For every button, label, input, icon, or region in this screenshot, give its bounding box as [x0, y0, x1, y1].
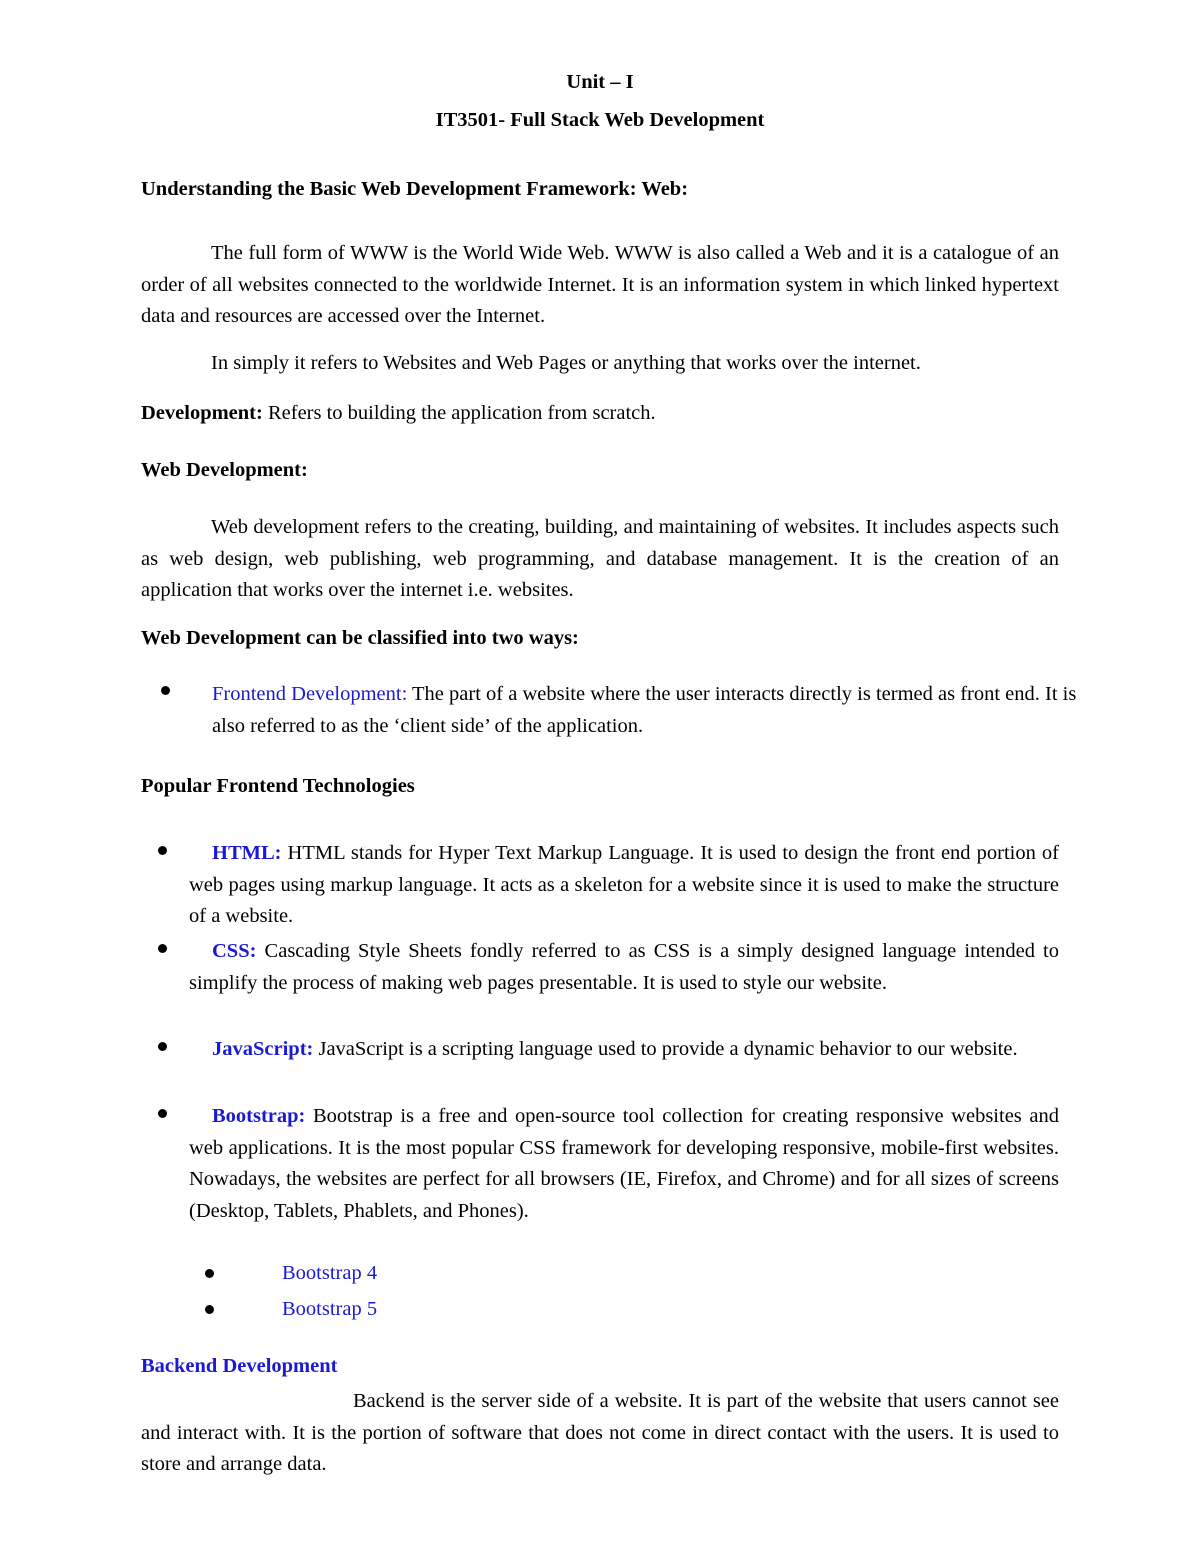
web-development-paragraph: Web development refers to the creating, building, and maintaining of websites. It includes aspects such as web design, web publishing, web programming, and database management. It is the creation of an application that works over the internet i.e. websites.: [141, 516, 1059, 601]
tech-text: HTML stands for Hyper Text Markup Language. It is used to design the front end portion of web pages using markup language. It acts as a skeleton for a website since it is used to make the structure of a website.: [189, 842, 1059, 927]
tech-label[interactable]: CSS:: [212, 940, 257, 962]
development-definition: [141, 402, 656, 425]
tech-label[interactable]: HTML:: [212, 842, 282, 864]
tech-item-javascript: [189, 1034, 1059, 1066]
sub-item-bootstrap-4[interactable]: Bootstrap 4: [282, 1262, 378, 1284]
bullet-icon: [158, 944, 167, 953]
development-label: Development:: [141, 402, 263, 424]
web-development-heading: Web Development:: [141, 459, 308, 481]
bullet-icon: [161, 686, 170, 695]
tech-text: Bootstrap is a free and open-source tool collection for creating responsive websites and web applications. It is the most popular CSS framework for developing responsive, mobile-first websites. Nowadays, the websites are perfect for all browsers (IE, Firefox, and Chrome) and for all sizes of screens (Desktop, Tablets, Phablets, and Phones).: [189, 1105, 1059, 1222]
tech-item-html: [189, 838, 1059, 933]
tech-item-css: [189, 936, 1059, 999]
frontend-item: [212, 679, 1080, 742]
course-title: IT3501- Full Stack Web Development: [435, 109, 765, 131]
unit-title: Unit – I: [566, 71, 634, 93]
bullet-icon: [158, 846, 167, 855]
frontend-link[interactable]: Frontend Development:: [212, 683, 408, 705]
technologies-heading: Popular Frontend Technologies: [141, 775, 415, 797]
tech-text: JavaScript is a scripting language used to provide a dynamic behavior to our website.: [313, 1038, 1018, 1060]
tech-item-bootstrap: [189, 1101, 1059, 1227]
bullet-icon: [205, 1305, 214, 1314]
web-paragraph-1: The full form of WWW is the World Wide Web. WWW is also called a Web and it is a catalogue of an order of all websites connected to the worldwide Internet. It is an information system in which linked hypertext data and resources are accessed over the Internet.: [141, 242, 1059, 327]
backend-paragraph: Backend is the server side of a website. It is part of the website that users cannot see and interact with. It is the portion of software that does not come in direct contact with the users. It is used to store and arrange data.: [141, 1390, 1059, 1475]
development-text: Refers to building the application from scratch.: [262, 402, 656, 424]
web-section-heading: Understanding the Basic Web Development Framework: Web:: [141, 178, 689, 200]
backend-heading: Backend Development: [141, 1355, 338, 1377]
tech-label[interactable]: Bootstrap:: [212, 1105, 306, 1127]
bullet-icon: [205, 1269, 214, 1278]
bullet-icon: [158, 1042, 167, 1051]
web-paragraph-2: In simply it refers to Websites and Web Pages or anything that works over the internet.: [211, 352, 921, 374]
tech-text: Cascading Style Sheets fondly referred to as CSS is a simply designed language intended to simplify the process of making web pages presentable. It is used to style our website.: [189, 940, 1059, 994]
bullet-icon: [158, 1109, 167, 1118]
sub-item-bootstrap-5[interactable]: Bootstrap 5: [282, 1298, 378, 1320]
tech-label[interactable]: JavaScript:: [212, 1038, 314, 1060]
frontend-text: The part of a website where the user interacts directly is termed as front end. It is also referred to as the ‘client side’ of the application.: [212, 683, 1077, 737]
classification-heading: Web Development can be classified into two ways:: [141, 627, 579, 649]
